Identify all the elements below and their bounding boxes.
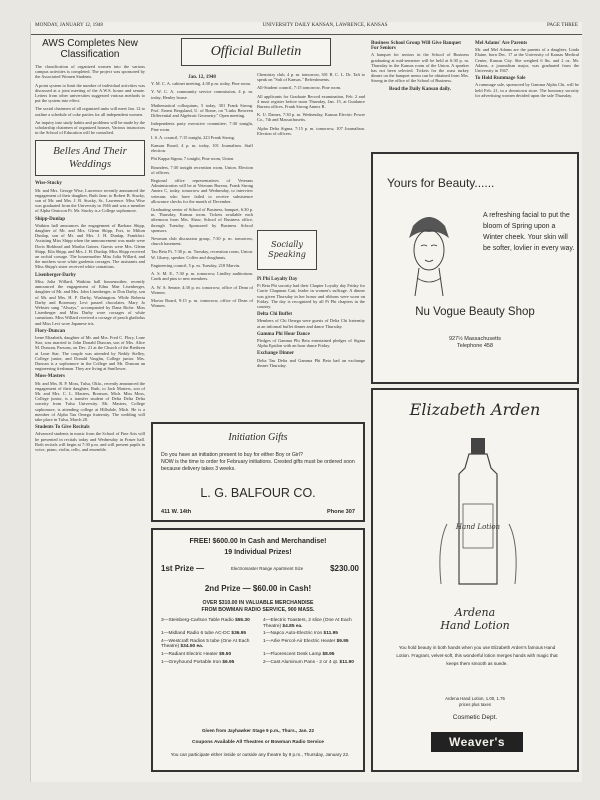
bulletin-item: All applicants for Graduate Record examination, Feb. 2 and 4 must register before noon Thursday, Jan. 15, at Guidance Bureau offices, Frank Strong Annex B. <box>257 93 365 110</box>
rummage-heading: To Hold Rummage Sale <box>475 76 526 82</box>
story-body: Mr. and Mrs. George Wise, Lawrence recently announced the engagement of their daughter, Ruth Jane, to Robert B. Stucky, son of Mr. and Mrs. J. B. Stucky, Sr., Lawrence. Miss Wise was graduated from the University in 1946 and was a member of Alpha Omicron Pi. Mr. Stucky is a College sophomore. <box>35 187 145 214</box>
newspaper-page <box>30 22 582 782</box>
bulletin-item: Engineering council, 5 p. m. Tuesday, 218 Marvin. <box>151 262 241 268</box>
prize-name: 4—Electric Toasters, 2 slice (One At Each Theatre) <box>263 618 352 629</box>
prize-value: $11.95 <box>323 631 338 637</box>
prize-value: $9.95 <box>336 638 349 644</box>
prize-value: $4.85 ea. <box>282 623 303 629</box>
balfour-phone: Phone 307 <box>327 509 355 515</box>
prize-name: 1—Greyhound Portable Iron <box>161 659 221 665</box>
bulletin-item: A. W. S. Senate, 4:30 p. m. tomorrow, office of Dean of Women. <box>151 284 253 295</box>
prize-name: 1—Fluorescent Desk Lamp <box>263 651 322 657</box>
parents-body: Mr. and Mel Adams are the parents of a daughter, Linda Elaine, born Dec. 17 at the University of Kansas Medical Center, Kansas City. She weighed 6 lbs. and 2 oz. Mr. Adams, a journalism major, was graduated from the University in 1947. <box>475 47 579 74</box>
story-heading: Shipp-Dunlap <box>35 216 66 222</box>
arden-copy: You hold beauty in both hands when you use Elizabeth Arden's famous Hand Lotion. Fragrant, velvet-soft, this wonderful lotion merges hands with magic that keeps them smooth as suede. <box>396 645 558 666</box>
arden-dept: Cosmetic Dept. <box>452 714 498 721</box>
prize-name: 2—Cast Aluminum Pans - 2 or 4 qt. <box>263 659 339 665</box>
bulletin-item: Chemistry club, 4 p. m. tomorrow, 301 B. C. L. Dr. Taft to speak on "Salt of Kansas." Refreshments. <box>257 72 365 83</box>
first-prize-label: 1st Prize — <box>161 564 205 573</box>
prize-name: 4—Westcraft Radios 5 tube (One At Each Theatre) <box>161 638 250 650</box>
prize-value: $34.50 ea. <box>180 644 204 650</box>
free-subheadline: 19 Individual Prizes! <box>224 549 292 556</box>
prize-value: $9.50 <box>219 651 232 657</box>
business-heading: Business School Group Will Give Banquet For Seniors <box>371 41 461 52</box>
aws-paragraph: The classification of organized women into the various campus activities is completed. The project was sponsored by the Associated Women Students. <box>35 64 145 80</box>
story-body: Irene Elizabeth, daughter of Mr. and Mrs. Fred C. Flory, Lone Star, was married to John Donald Duncan, son of Mrs. Alice M. Duncan, Parsons, on Dec. 21 at the Church of the Brethren at Lone Star. The couple was attended by Neddy Stelley, College junior, and Donald Vaughn, College junior. Mrs. Duncan is a sophomore in the College and Mr. Duncan an engineering freshman. They are living at Sunflower. <box>35 334 145 372</box>
bulletin-item: Graduating senior of School of Business, banquet, 6:30 p. m. Thursday, Kansas room. Tickets available each afternoon from Mrs. Shaw, School of Business office, through Tuesday. Sponsored by Business School sponsors. <box>151 207 253 233</box>
prize-name: 3—Steinberg-Carlson Table Radio <box>161 618 234 623</box>
kansan-tagline: Read the Daily Kansan daily. <box>388 86 452 92</box>
prize-name: 1—Midland Radio 6 tube AC-DC <box>161 631 231 637</box>
story-heading: Wise-Stucky <box>35 181 62 187</box>
second-prize: 2nd Prize — $60.00 in Cash! <box>204 584 312 593</box>
bulletin-item: I. S. A. council, 7:15 tonight, 223 Frank Strong. <box>151 134 235 140</box>
bulletin-item: Independents party executive committee, 7:30 tonight, Pine room. <box>151 121 253 132</box>
bulletin-item: Rounders, 7:30 tonight recreation room, Union. Election of officers. <box>151 164 253 175</box>
socially-speaking-title: Socially Speaking <box>257 230 317 270</box>
free-prizes-ad <box>151 528 365 772</box>
prize-value: $11.90 <box>339 659 354 665</box>
prize-item <box>161 639 257 650</box>
arden-product <box>373 606 577 632</box>
balfour-copy <box>161 452 359 473</box>
arden-price: Ardena Hand Lotion, 1.00, 1.75 <box>445 696 505 701</box>
prize-name: 1—Napco Auto-Electric Iron <box>263 631 323 637</box>
prize-item <box>161 618 257 629</box>
nu-vogue-address: 927½ Massachusetts <box>449 336 501 342</box>
arden-price-note: prices plus taxes <box>458 702 491 707</box>
prize-item <box>161 652 257 658</box>
header-date: MONDAY, JANUARY 12, 1948 <box>35 22 103 28</box>
prize-item <box>263 631 359 637</box>
column-social <box>257 274 365 418</box>
prize-item <box>263 652 359 658</box>
arden-price-block <box>373 696 577 708</box>
bulletin-item: Alpha Delta Sigma, 7:15 p. m. tomorrow, 107 Journalism. Election of officers. <box>257 125 365 136</box>
arden-product-line1: Ardena <box>454 606 496 619</box>
official-bulletin-title: Official Bulletin <box>181 38 331 66</box>
weavers-logo: Weaver's <box>431 732 523 752</box>
story-heading: Exchange Dinner <box>257 351 295 357</box>
story-body: Watkins hall announces the engagement of Barbara Shipp, daughter of Mr. and Mrs. Glenn Shipp, Fort, to Milton Dunlap, son of Mr. and Mrs. J. H. Dunlap, Frankfort. Assisting Miss Shipp when the announcement was made were Doris Birkhead and Martha Gaines. Guests were Mrs. Glenn Shipp, Eila Shipp, and Mrs. J. H. Dunlap. Miss Shipp received an orchid corsage. The housemother Miss Julia Willard, and the mothers wore white gardenia corsages. The assistants and Miss Shipp's sister received white carnations. <box>35 222 145 270</box>
page-header <box>31 22 582 34</box>
bulletin-item: K. U. Dames, 7:30 p. m. Wednesday, Kansas Electric Power Co., 7th and Massachusetts. <box>257 112 365 123</box>
given-line: Given from Jayhawker Stage 9 p.m., Thurs., Jan. 22 <box>201 728 315 733</box>
lotion-bottle-illustration <box>433 434 523 604</box>
header-rule <box>31 34 582 35</box>
prize-value: $36.95 <box>231 631 247 637</box>
story-body: Delta Tau Delta and Gamma Phi Beta had an exchange dinner Thursday. <box>257 357 365 368</box>
merchandise-heading-line2: FROM BOWMAN RADIO SERVICE, 900 MASS. <box>201 607 315 613</box>
balfour-title: Initiation Gifts <box>228 432 288 443</box>
balfour-copy-line2: NOW is the time to order for February initiations. Crested gifts must be ordered soon because delivery takes 3 weeks. <box>161 459 355 472</box>
arden-product-line2: Hand Lotion <box>440 619 510 632</box>
participate-line: You can participate either inside or outside any theatre by 9 p.m., Thursday, January 22. <box>170 752 350 757</box>
aws-paragraph: A point system to limit the number of individual activities was discussed at a joint meeting of the A.W.S. house and senate. Letters from other universities suggested various methods to put the system into effect. <box>35 82 145 104</box>
story-heading: Students To Give Recitals <box>35 425 90 431</box>
prize-value: $6.95 <box>222 659 235 665</box>
parents-heading: Mel Adams' Are Parents <box>475 41 528 46</box>
nu-vogue-name: Nu Vogue Beauty Shop <box>415 306 535 318</box>
elizabeth-arden-ad <box>371 388 579 772</box>
story-body: Mr. and Mrs. R. P. Moss, Tulsa, Okla., recently announced the engagement of their daughter, Ruth, to Jack Masters, son of Mr. and Mrs. C. L. Masters, Bronson, Mich. Miss Moss, College junior, is a transfer student of Delta Delta Delta sorority from Tulsa University. Mr. Masters, College sophomore, is attending college at Hillsdale, Mich. He is a member of Alpha Tau Omega fraternity. The wedding will take place in Tulsa, March 28. <box>35 380 145 422</box>
column-society <box>35 38 145 778</box>
bottle-label: Hand Lotion <box>455 523 501 531</box>
aws-paragraph: An inquiry into study habits and problems will be made by the scholarship chairmen of organized houses. Various instructors in the School of Education will be consulted. <box>35 119 145 136</box>
coupons-line: Coupons Available All Theatres or Bowman Radio Service <box>192 740 324 745</box>
rummage-body: A rummage sale, sponsored by Gamma Alpha Chi, will be held Feb. 21, in a downtown store. The honorary sorority for advertising women decided upon the sale Thursday. <box>475 82 579 98</box>
balfour-name: L. G. BALFOUR CO. <box>200 486 316 500</box>
column-bulletin-cont <box>257 72 365 228</box>
first-prize-desc: Electromaster Range Apartment Size <box>230 566 304 571</box>
story-body: Pi Beta Phi sorority had their Chapter Loyalty day Friday for Carrie Chapman Catt, leader in women's suffrage. A dinner was given Thursday in her honor and ribbons were worn on Friday. The day is recognized by all Pi Phi chapters in the country. <box>257 283 365 310</box>
prize-item <box>263 618 359 629</box>
aws-paragraph: The social chairmen of all organized units will meet Jan. 12 to outline a schedule of coke parties for all independent women. <box>35 106 145 117</box>
prize-value: $55.30 <box>235 618 250 623</box>
bulletin-item: Mortar Board, 9:15 p. m. tomorrow, office of Dean of Women. <box>151 297 253 309</box>
story-heading: Flory-Duncan <box>35 328 65 334</box>
business-body: A banquet for seniors in the School of Business graduating at mid-semester will be held at 6:30 p. m. Thursday in the Kansas room of the Union. A speaker has not been selected. Tickets for the roast turkey dinner on the banquet menu can be obtained from Mrs. Strong in the office of the School of Business. <box>371 52 469 84</box>
merchandise-heading <box>153 600 363 614</box>
nu-vogue-phone: Telephone 458 <box>456 343 494 349</box>
prize-name: 1—Arlie Percol-Air Electric Heater <box>263 638 336 644</box>
story-body: Members of Chi Omega were guests of Delta Chi fraternity at an informal buffet dinner and dance Thursday. <box>257 318 365 329</box>
aws-headline: AWS Completes New Classification <box>42 38 138 60</box>
balfour-ad <box>151 422 365 522</box>
story-heading: Lisenberger-Darby <box>35 272 76 278</box>
prize-list <box>161 618 359 665</box>
column-bulletin <box>151 72 253 417</box>
weddings-box-title: Belles And Their Weddings <box>35 140 145 176</box>
prize-item <box>263 639 359 650</box>
story-heading: Delta Chi Buffet <box>257 312 292 318</box>
first-prize <box>161 564 359 573</box>
prize-item <box>263 660 359 666</box>
header-paper-name: UNIVERSITY DAILY KANSAN, LAWRENCE, KANSAS <box>262 22 388 28</box>
story-heading: Gamma Phi Hour Dance <box>257 331 310 337</box>
story-body: Advanced students in music from the School of Fine Arts will be presented in recitals today and Wednesday in Fraser hall. Both recitals will begin at 7:30 p.m. and will present pupils in voice, piano, violin, cello, and ensemble. <box>35 431 145 452</box>
bulletin-item: Y. W. C. A. community service commission, 4 p. m. today, Henley house. <box>151 89 253 100</box>
bulletin-item: Mathematical colloquium, 5 today, 301 Frank Strong. Prof. Ernest Bergsland, U. of Rome, on "Links Between Differential and Algebraic Geometry." Open meeting. <box>151 102 253 119</box>
nu-vogue-ad <box>371 152 579 384</box>
bulletin-item: Newman club discussion group, 7:30 p. m. tomorrow, church basement. <box>151 236 253 247</box>
bulletin-item: Y. M. C. A. cabinet meeting, 4:30 p.m. today, Pine room. <box>151 81 251 87</box>
bulletin-item: Kansan Board, 4 p. m. today, 101 Journalism. Staff election. <box>151 143 253 154</box>
column-notes <box>475 38 579 148</box>
balfour-address: 411 W. 14th <box>161 509 192 515</box>
prize-value: $8.95 <box>322 651 335 657</box>
arden-brand: Elizabeth Arden <box>409 400 541 419</box>
bulletin-item: Phi Kappa Sigma, 7 tonight, Pine room, Union. <box>151 156 235 162</box>
story-heading: Moss-Masters <box>35 374 65 380</box>
nu-vogue-copy: A refreshing facial to put the bloom of Spring upon a Winter cheek. Your skin will be softer, lovlier in every way. <box>483 212 575 252</box>
prize-item <box>161 660 257 666</box>
story-body: Pledges of Gamma Phi Beta entertained pledges of Sigma Alpha Epsilon with an hour dance Friday. <box>257 338 365 349</box>
bulletin-item: Regional office representatives of Veterans Administration will be at Veterans Bureau, Frank Strong Annex C, today, tomorrow and Wednesday, to interview veterans who have failed to receive subsistence allowance checks for the month of December. <box>151 178 253 204</box>
nu-vogue-contact <box>373 336 577 350</box>
prize-item <box>161 631 257 637</box>
prize-name: 1—Radiant Electric Heater <box>161 651 218 657</box>
story-body: Miss Julia Willard, Watkins hall housemother, recently announced the engagement of Edna Mae Lisenberger, daughter of Mr. and Mrs. John Lisenberger, to Don Darby, son of Mr. and Mrs. H. F. Darby, Washington. While Roberta Darby and Rosemary Levi passed chocolates, Mary Jo Webster sang "Always," accompanied by Dana Riche. Miss Lisenberger and Miss Darby wore corsages of white carnations. Miss Willard received a corsage of peach gladiolus and Miss Levi wore Japanese iris. <box>35 278 145 326</box>
free-headline: FREE! $600.00 In Cash and Merchandise! <box>189 538 327 545</box>
first-prize-value: $230.00 <box>330 564 359 573</box>
nu-vogue-tagline: Yours for Beauty...... <box>387 176 495 190</box>
bulletin-date: Jan. 12, 1948 <box>188 75 216 80</box>
bulletin-item: All-Student council, 7:15 tomorrow, Pine room. <box>257 85 342 91</box>
header-page-number: PAGE THREE <box>547 22 578 28</box>
bulletin-item: Tau Beta Pi, 7:30 p. m. Tuesday, recreation room, Union. W. Gluery, speaker. Coffee and doughnuts. <box>151 249 253 260</box>
bulletin-item: A. S. M. E., 7:30 p. m. tomorrow, Lindley auditorium. Cards and pins to new members. <box>151 271 253 282</box>
merchandise-heading-line1: OVER $310.00 IN VALUABLE MERCHANDISE <box>202 600 314 606</box>
balfour-copy-line1: Do you have an initiation present to buy for either Boy or Girl? <box>161 452 303 458</box>
story-heading: Pi Phi Loyalty Day <box>257 277 298 282</box>
woman-face-illustration <box>399 208 459 298</box>
column-business <box>371 38 469 148</box>
